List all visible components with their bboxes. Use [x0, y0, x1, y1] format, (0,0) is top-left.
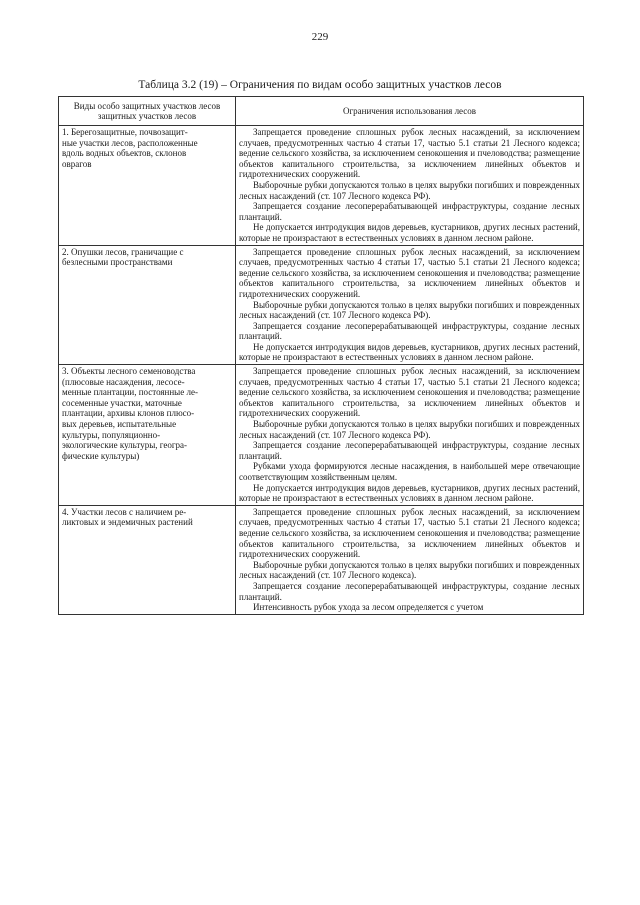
restriction-cell: [236, 126, 584, 246]
table-row: [59, 126, 584, 246]
table-row: [59, 505, 584, 614]
table-body: [59, 126, 584, 615]
area-type-cell: 4. Участки лесов с наличием ре- ликтовых и эндемичных растений: [59, 505, 236, 614]
restriction-cell: [236, 365, 584, 506]
table-row: [59, 365, 584, 506]
header-area-type: [59, 97, 236, 126]
area-type-cell: 3. Объекты лесного семеноводства (плюсовые насаждения, лесосе- менные плантации, постоянные ле- сосеменные участки, маточные плантации, архивы клонов плюсо- вых деревьев, испытательные культуры, популяционно- экологические культуры, геогра- фические культуры): [59, 365, 236, 506]
restriction-paragraph: Выборочные рубки допускаются только в целях вырубки погибших и поврежденных лесных насаждений (ст. 107 Лесного кодекса РФ).: [239, 299, 580, 321]
restriction-paragraph: Запрещается проведение сплошных рубок лесных насаждений, за исключением случаев, предусмотренных частью 4 статьи 17, частью 5.1 статьи 21 Лесного кодекса; ведение сельского хозяйства, за исключением сенокошения и пчеловодства; размещение объектов капитального строительства, за исключением линейных объектов и гидротехнических сооружений.: [239, 366, 580, 419]
restriction-paragraph: Запрещается создание лесоперерабатывающей инфраструктуры, создание лесных плантаций.: [239, 580, 580, 602]
restriction-paragraph: Запрещается создание лесоперерабатывающей инфраструктуры, создание лесных плантаций.: [239, 201, 580, 222]
restriction-paragraph: Не допускается интродукция видов деревьев, кустарников, других лесных растений, которые не произрастают в естественных условиях в данном лесном районе.: [239, 341, 580, 363]
restriction-paragraph: Интенсивность рубок ухода за лесом определяется с учетом: [253, 602, 484, 613]
header-restrictions: Ограничения использования лесов: [236, 97, 584, 126]
area-type-cell: 1. Берегозащитные, почвозащит- ные участки лесов, расположенные вдоль водных объектов, склонов оврагов: [59, 126, 236, 246]
restriction-paragraph: Запрещается проведение сплошных рубок лесных насаждений, за исключением случаев, предусмотренных частью 4 статьи 17, частью 5.1 статьи 21 Лесного кодекса; ведение сельского хозяйства, за исключением сенокошения и пчеловодства; размещение объектов капитального строительства, за исключением линейных объектов и гидротехнических сооружений.: [239, 246, 580, 299]
restriction-paragraph: Выборочные рубки допускаются только в целях вырубки погибших и поврежденных лесных насаждений (ст. 107 Лесного кодекса).: [239, 559, 580, 581]
restrictions-table: [58, 96, 584, 615]
table-caption: Таблица 3.2 (19) – Ограничения по видам особо защитных участков лесов: [138, 79, 502, 91]
restriction-paragraph: Не допускается интродукция видов деревьев, кустарников, других лесных растений, которые не произрастают в естественных условиях в данном лесном районе.: [239, 222, 580, 243]
restriction-cell: [236, 505, 584, 614]
restriction-paragraph: Не допускается интродукция видов деревьев, кустарников, других лесных растений, которые не произрастают в естественных условиях в данном лесном районе.: [239, 482, 580, 504]
restriction-paragraph: Запрещается создание лесоперерабатывающей инфраструктуры, создание лесных плантаций.: [239, 440, 580, 461]
area-type-cell: 2. Опушки лесов, граничащие с безлесными пространствами: [59, 245, 236, 365]
table-row: [59, 245, 584, 365]
restriction-paragraph: Выборочные рубки допускаются только в целях вырубки погибших и поврежденных лесных насаждений (ст. 107 Лесного кодекса РФ).: [239, 419, 580, 440]
restriction-paragraph: Запрещается проведение сплошных рубок лесных насаждений, за исключением случаев, предусмотренных частью 4 статьи 17, частью 5.1 статьи 21 Лесного кодекса; ведение сельского хозяйства, за исключением сенокошения и пчеловодства; размещение объектов капитального строительства, за исключением линейных объектов и гидротехнических сооружений.: [239, 127, 580, 180]
page-number: 229: [311, 31, 329, 43]
restriction-paragraph: Рубками ухода формируются лесные насаждения, в наибольшей мере отвечающие соответствующим хозяйственным целям.: [239, 461, 580, 482]
header-area-type-line-2: защитных участков лесов: [97, 111, 197, 121]
restriction-paragraph: Запрещается создание лесоперерабатывающей инфраструктуры, создание лесных плантаций.: [239, 320, 580, 342]
table-header-row: [59, 97, 584, 126]
header-area-type-line-1: Виды особо защитных участков лесов: [73, 101, 221, 111]
restriction-cell: [236, 245, 584, 365]
restriction-paragraph: Выборочные рубки допускаются только в целях вырубки погибших и поврежденных лесных насаждений (ст. 107 Лесного кодекса РФ).: [239, 179, 580, 201]
restriction-paragraph: Запрещается проведение сплошных рубок лесных насаждений, за исключением случаев, предусмотренных частью 4 статьи 17, частью 5.1 статьи 21 Лесного кодекса; ведение сельского хозяйства, за исключением сенокошения и пчеловодства; размещение объектов капитального строительства, за исключением линейных объектов и гидротехнических сооружений.: [239, 506, 580, 560]
